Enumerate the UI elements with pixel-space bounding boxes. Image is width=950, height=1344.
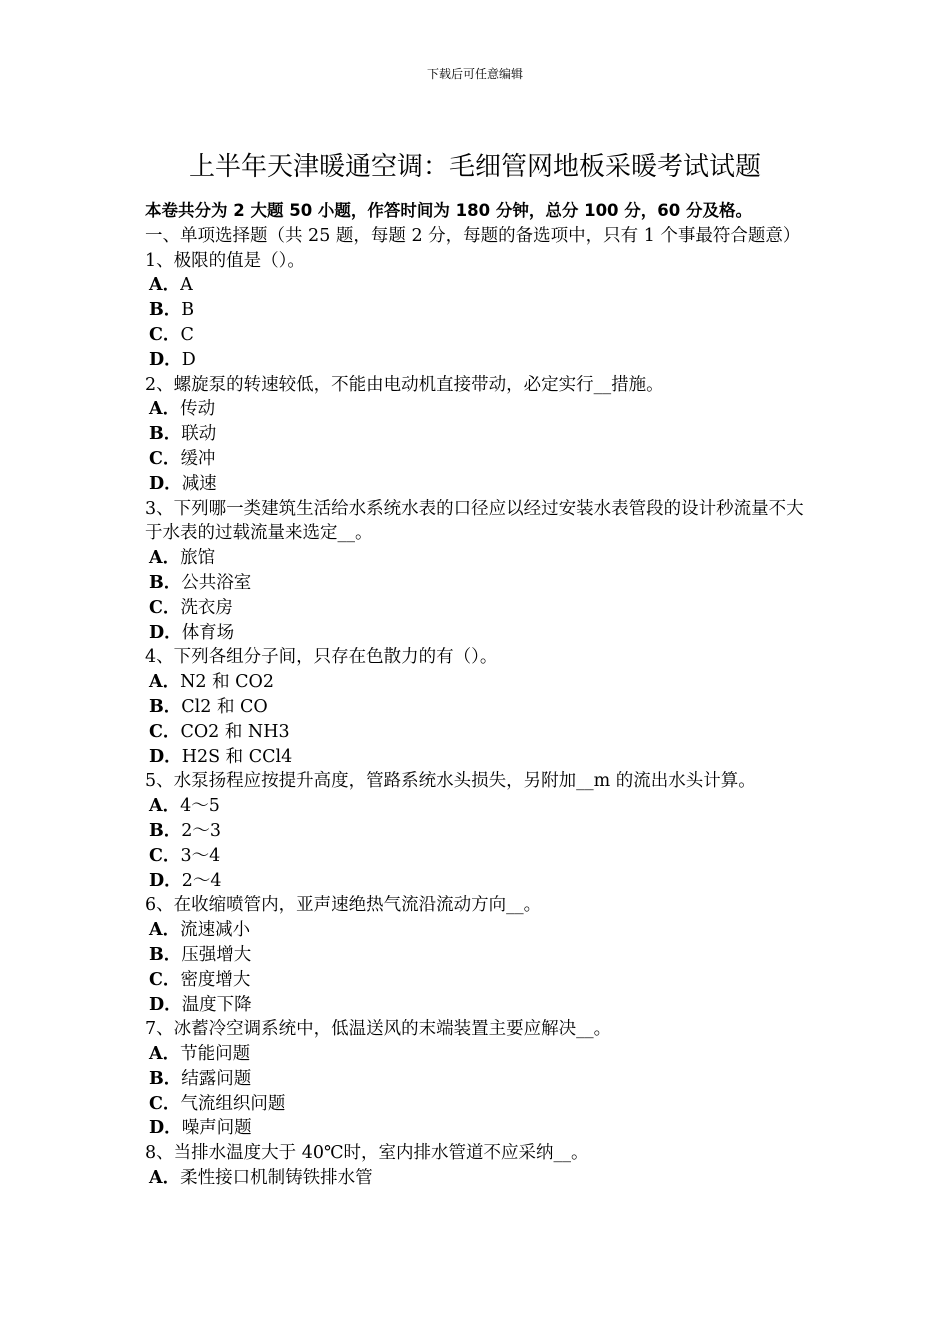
option-key: A． xyxy=(149,796,181,817)
option-text: 柔性接口机制铸铁排水管 xyxy=(180,1168,373,1189)
option-text: 4～5 xyxy=(180,796,220,817)
option-key: A． xyxy=(149,672,181,693)
option-text: 压强增大 xyxy=(181,944,252,965)
option-row xyxy=(145,869,815,894)
option-text: 公共浴室 xyxy=(181,572,252,593)
option-row xyxy=(145,298,815,323)
question-stem: 4、下列各组分子间，只存在色散力的有（）。 xyxy=(145,647,498,668)
option-row xyxy=(145,794,815,819)
option-text: 3～4 xyxy=(180,845,221,866)
option-row xyxy=(145,918,815,943)
option-row xyxy=(145,397,815,422)
option-row xyxy=(145,1166,815,1191)
option-text: 传动 xyxy=(180,399,216,420)
option-row xyxy=(145,323,815,348)
option-key: A． xyxy=(149,920,181,941)
option-row xyxy=(145,819,815,844)
option-row xyxy=(145,422,815,447)
section-heading: 一、单项选择题（共 25 题，每题 2 分，每题的备选项中，只有 1 个事最符合题意） xyxy=(145,225,801,246)
header-note: 下载后可任意编辑 xyxy=(426,67,523,81)
option-row xyxy=(145,844,815,869)
option-key: D． xyxy=(149,349,182,370)
option-row xyxy=(145,695,815,720)
exam-content xyxy=(145,199,815,1191)
option-text: 体育场 xyxy=(181,622,235,643)
option-text: 结露问题 xyxy=(181,1068,252,1089)
option-key: C． xyxy=(149,597,181,618)
option-key: C． xyxy=(149,1093,181,1114)
option-key: D． xyxy=(149,473,182,494)
option-row xyxy=(145,993,815,1018)
option-row xyxy=(145,348,815,373)
question-stem: 6、在收缩喷管内，亚声速绝热气流沿流动方向__。 xyxy=(145,895,542,916)
option-key: A． xyxy=(149,548,181,569)
option-key: C． xyxy=(149,969,181,990)
option-key: B． xyxy=(149,300,182,321)
option-text: 温度下降 xyxy=(181,994,252,1015)
option-row xyxy=(145,968,815,993)
option-key: B． xyxy=(149,1068,182,1089)
option-row xyxy=(145,745,815,770)
option-text: C xyxy=(180,324,194,345)
question-2 xyxy=(145,373,815,497)
option-row xyxy=(145,1042,815,1067)
option-row xyxy=(145,621,815,646)
question-stem: 2、螺旋泵的转速较低，不能由电动机直接带动，必定实行__措施。 xyxy=(145,374,664,395)
option-row xyxy=(145,720,815,745)
option-row xyxy=(145,546,815,571)
option-text: D xyxy=(181,349,196,370)
option-text: 流速减小 xyxy=(180,920,251,941)
question-7 xyxy=(145,1017,815,1141)
option-row xyxy=(145,1067,815,1092)
option-key: C． xyxy=(149,721,181,742)
question-list xyxy=(145,249,815,1191)
option-row xyxy=(145,273,815,298)
option-text: 2～4 xyxy=(181,870,222,891)
option-text: 气流组织问题 xyxy=(180,1093,286,1114)
option-row xyxy=(145,472,815,497)
option-text: 洗衣房 xyxy=(180,597,233,618)
option-key: D． xyxy=(149,622,182,643)
option-key: C． xyxy=(149,324,181,345)
option-key: B． xyxy=(149,424,182,445)
option-key: A． xyxy=(149,1168,181,1189)
question-stem: 8、当排水温度大于 40℃时，室内排水管道不应采纳__。 xyxy=(145,1143,589,1164)
option-text: 2～3 xyxy=(181,820,222,841)
question-stem: 3、下列哪一类建筑生活给水系统水表的口径应以经过安装水表管段的设计秒流量不大于水表的过载流量来选定__。 xyxy=(145,498,804,544)
option-text: N2 和 CO2 xyxy=(180,672,275,693)
question-stem: 5、水泵扬程应按提升高度，管路系统水头损失，另附加__m 的流出水头计算。 xyxy=(145,771,756,792)
option-row xyxy=(145,596,815,621)
option-text: 减速 xyxy=(181,473,217,494)
option-text: Cl2 和 CO xyxy=(181,696,268,717)
question-8 xyxy=(145,1141,815,1191)
option-row xyxy=(145,1116,815,1141)
option-key: A． xyxy=(149,1044,181,1065)
option-key: D． xyxy=(149,746,182,767)
exam-intro: 本卷共分为 2 大题 50 小题，作答时间为 180 分钟，总分 100 分，60 分及格。 xyxy=(145,201,752,220)
option-text: 联动 xyxy=(181,424,217,445)
question-stem: 7、冰蓄冷空调系统中，低温送风的末端装置主要应解决__。 xyxy=(145,1019,612,1040)
option-text: 节能问题 xyxy=(180,1044,251,1065)
option-row xyxy=(145,1092,815,1117)
option-key: D． xyxy=(149,1118,182,1139)
option-row xyxy=(145,670,815,695)
option-text: A xyxy=(180,275,193,296)
option-key: B． xyxy=(149,696,182,717)
option-text: H2S 和 CCl4 xyxy=(181,746,293,767)
option-key: C． xyxy=(149,845,181,866)
option-text: 密度增大 xyxy=(180,969,251,990)
question-1 xyxy=(145,249,815,373)
question-3 xyxy=(145,497,815,646)
option-key: D． xyxy=(149,994,182,1015)
option-key: C． xyxy=(149,448,181,469)
option-key: A． xyxy=(149,275,181,296)
option-text: 噪声问题 xyxy=(181,1118,252,1139)
option-text: CO2 和 NH3 xyxy=(180,721,290,742)
option-text: B xyxy=(181,300,195,321)
question-6 xyxy=(145,893,815,1017)
question-stem: 1、极限的值是（）。 xyxy=(145,250,305,271)
option-text: 旅馆 xyxy=(180,548,216,569)
document-title: 上半年天津暖通空调：毛细管网地板采暖考试试题 xyxy=(188,152,761,182)
question-4 xyxy=(145,645,815,769)
option-key: B． xyxy=(149,820,182,841)
option-key: A． xyxy=(149,399,181,420)
question-5 xyxy=(145,769,815,893)
option-row xyxy=(145,571,815,596)
option-key: B． xyxy=(149,944,182,965)
option-key: D． xyxy=(149,870,182,891)
option-row xyxy=(145,943,815,968)
option-text: 缓冲 xyxy=(180,448,216,469)
option-row xyxy=(145,447,815,472)
option-key: B． xyxy=(149,572,182,593)
